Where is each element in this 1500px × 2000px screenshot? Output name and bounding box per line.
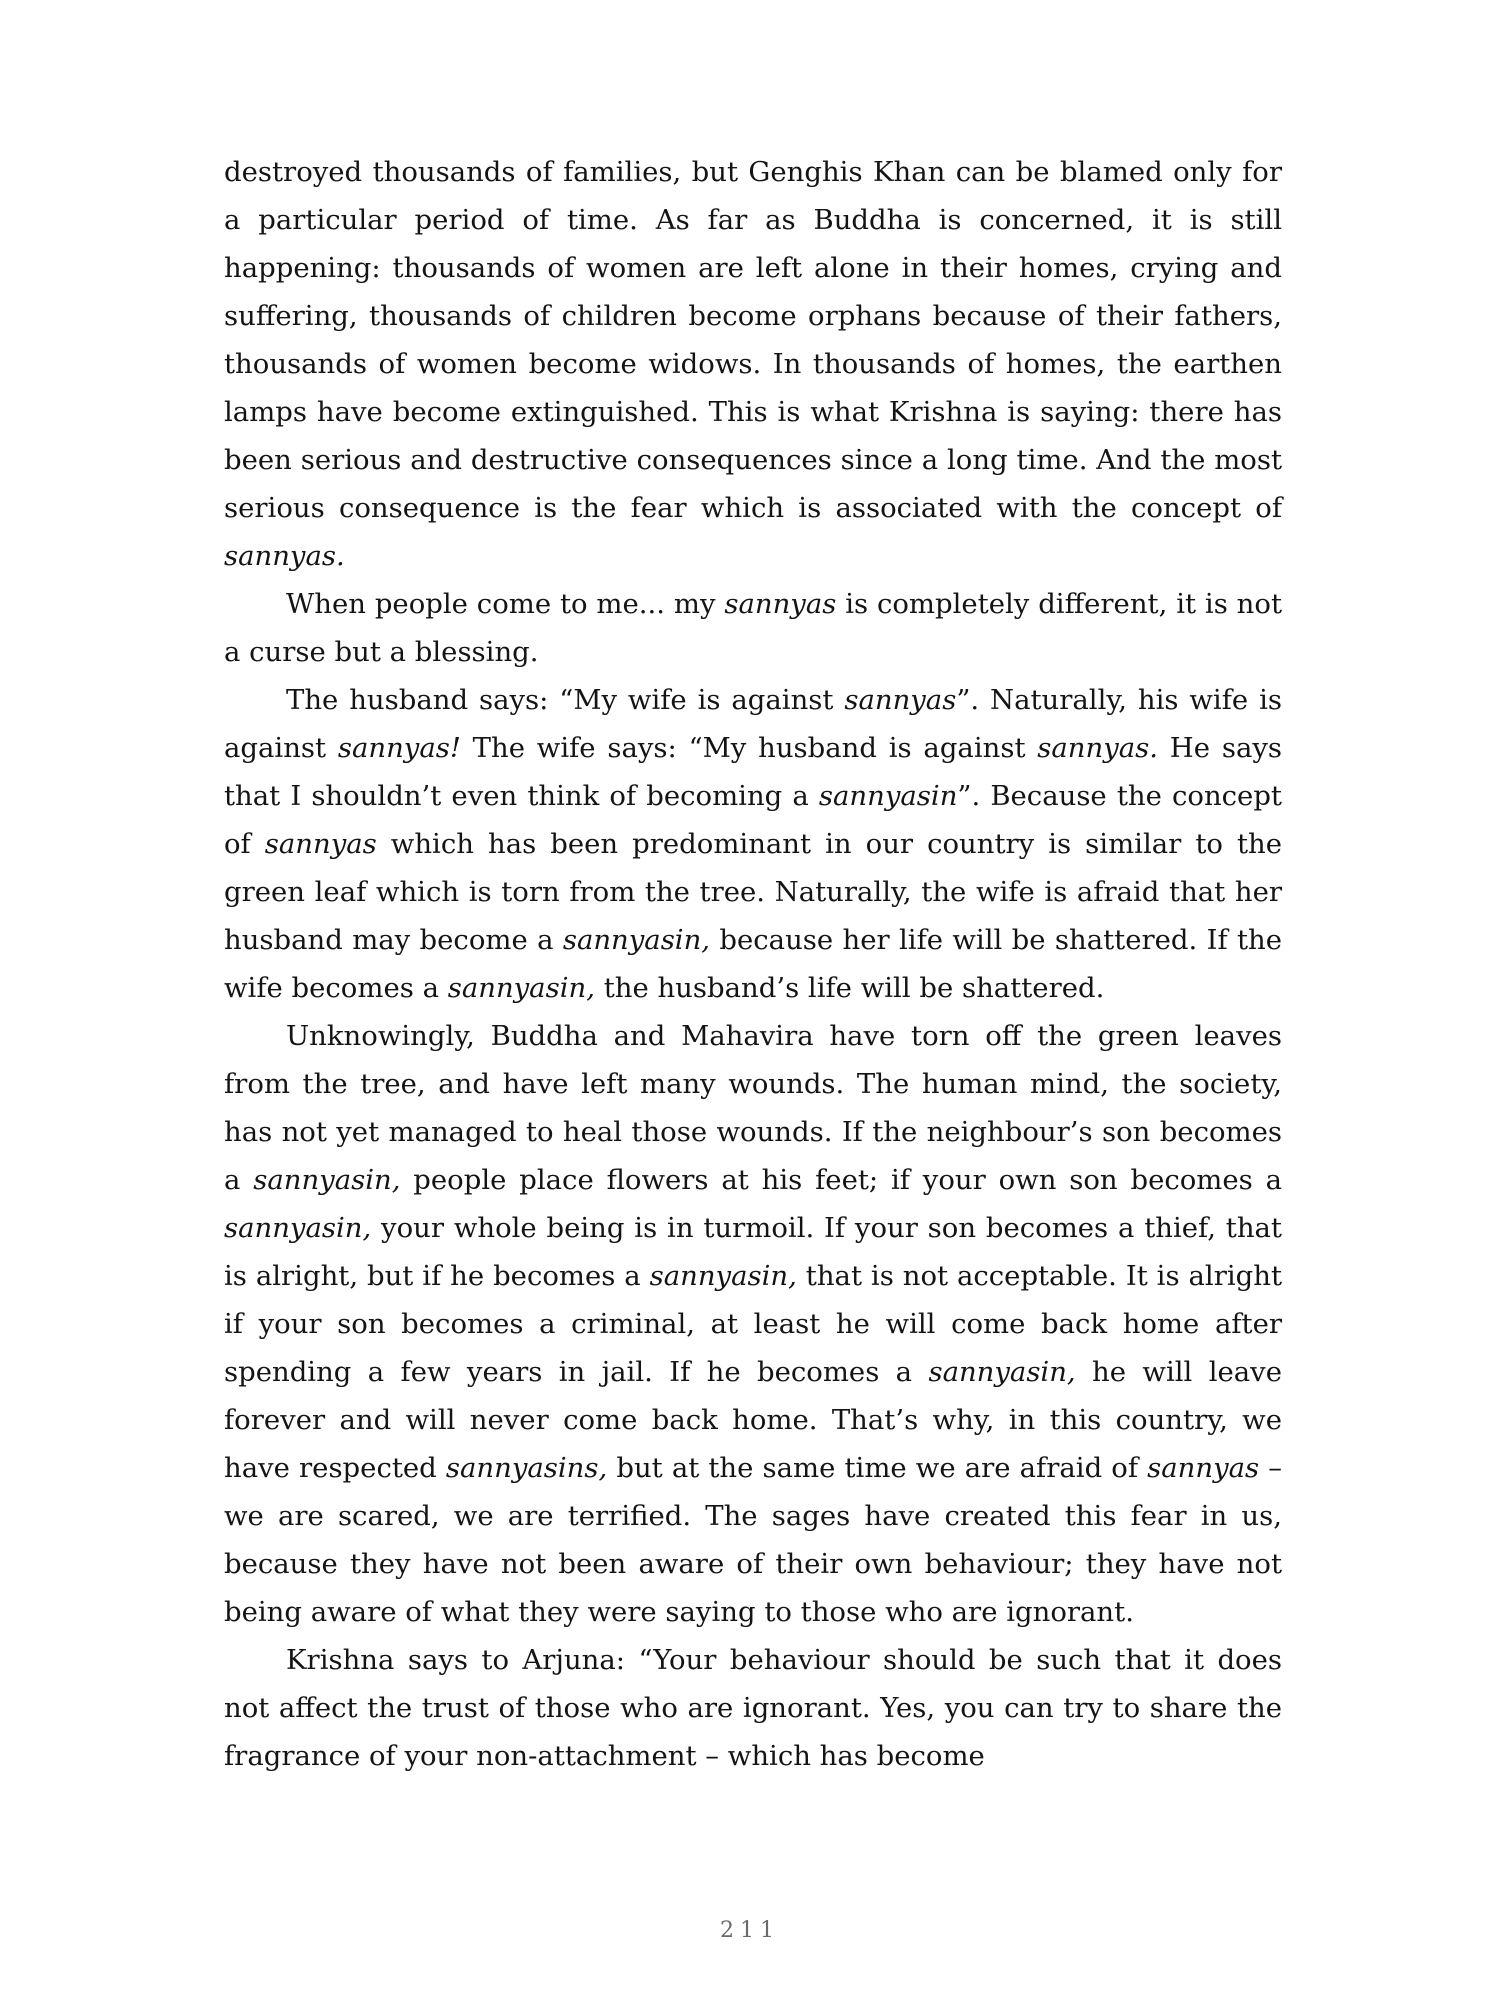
italic-term: sannyasin, <box>649 1260 797 1292</box>
text-run: people place flowers at his feet; if your own son becomes a <box>400 1164 1282 1196</box>
body-text <box>224 148 1282 1780</box>
text-run: He says that I shouldn’t even think of becoming a <box>224 732 1282 812</box>
italic-term: sannyasin, <box>224 1212 372 1244</box>
italic-term: sannyas! <box>337 732 461 764</box>
text-run: the husband’s life will be shattered. <box>594 972 1105 1004</box>
text-run: When people come to me... my <box>286 588 725 620</box>
text-run: destroyed thousands of families, but Genghis Khan can be blamed only for a particular period of time. As far as Buddha is concerned, it is still happening: thousands of women are left alone in their homes, crying and suffering, thousands of children become orphans because of their fathers, thousands of women become widows. In thousands of homes, the earthen lamps have become extinguished. This is what Krishna is saying: there has been serious and destructive consequences since a long time. And the most serious consequence is the fear which is associated with the concept of <box>224 156 1282 524</box>
italic-term: sannyas <box>724 588 837 620</box>
paragraph <box>224 148 1282 580</box>
italic-term: sannyas <box>264 828 377 860</box>
text-run: is completely different, it is not a curse but a blessing. <box>224 588 1282 668</box>
paragraph <box>224 1012 1282 1636</box>
italic-term: sannyasin, <box>447 972 595 1004</box>
italic-term: sannyas. <box>224 540 345 572</box>
text-run: The wife says: “My husband is against <box>460 732 1038 764</box>
text-run: because her life will be shattered. If the wife becomes a <box>224 924 1283 1004</box>
italic-term: sannyasin, <box>928 1356 1076 1388</box>
page-number: 211 <box>720 1918 780 1943</box>
text-run: which has been predominant in our country is similar to the green leaf which is torn from the tree. Naturally, the wife is afraid that her husband may become a <box>224 828 1282 956</box>
italic-term: sannyas. <box>1037 732 1159 764</box>
italic-term: sannyasin, <box>562 924 711 956</box>
text-run: The husband says: “My wife is against <box>286 684 845 716</box>
italic-term: sannyasin <box>818 780 958 812</box>
text-run: your whole being is in turmoil. If your son becomes a thief, that is alright, but if he becomes a <box>224 1212 1282 1292</box>
text-run: ”. Naturally, his wife is against <box>224 684 1282 764</box>
paragraph <box>224 1636 1282 1780</box>
text-run: Unknowingly, Buddha and Mahavira have torn off the green leaves from the tree, and have left many wounds. The human mind, the society, has not yet managed to heal those wounds. If the neighbour’s son becomes a <box>224 1020 1282 1196</box>
italic-term: sannyas <box>844 684 957 716</box>
italic-term: sannyas <box>1147 1452 1260 1484</box>
italic-term: sannyasins, <box>445 1452 608 1484</box>
text-run: he will leave forever and will never come back home. That’s why, in this country, we have respected <box>224 1356 1282 1484</box>
text-run: – we are scared, we are terrified. The sages have created this fear in us, because they have not been aware of their own behaviour; they have not being aware of what they were saying to those who are ignorant. <box>224 1452 1282 1628</box>
paragraph <box>224 580 1282 676</box>
text-run: ”. Because the concept of <box>224 780 1282 860</box>
text-run: Krishna says to Arjuna: “Your behaviour should be such that it does not affect the trust of those who are ignorant. Yes, you can try to share the fragrance of your non-attachment – which has become <box>224 1644 1282 1772</box>
paragraph <box>224 676 1282 1012</box>
italic-term: sannyasin, <box>253 1164 401 1196</box>
text-run: but at the same time we are afraid of <box>607 1452 1148 1484</box>
text-run: that is not acceptable. It is alright if your son becomes a criminal, at least he will come back home after spending a few years in jail. If he becomes a <box>224 1260 1282 1388</box>
